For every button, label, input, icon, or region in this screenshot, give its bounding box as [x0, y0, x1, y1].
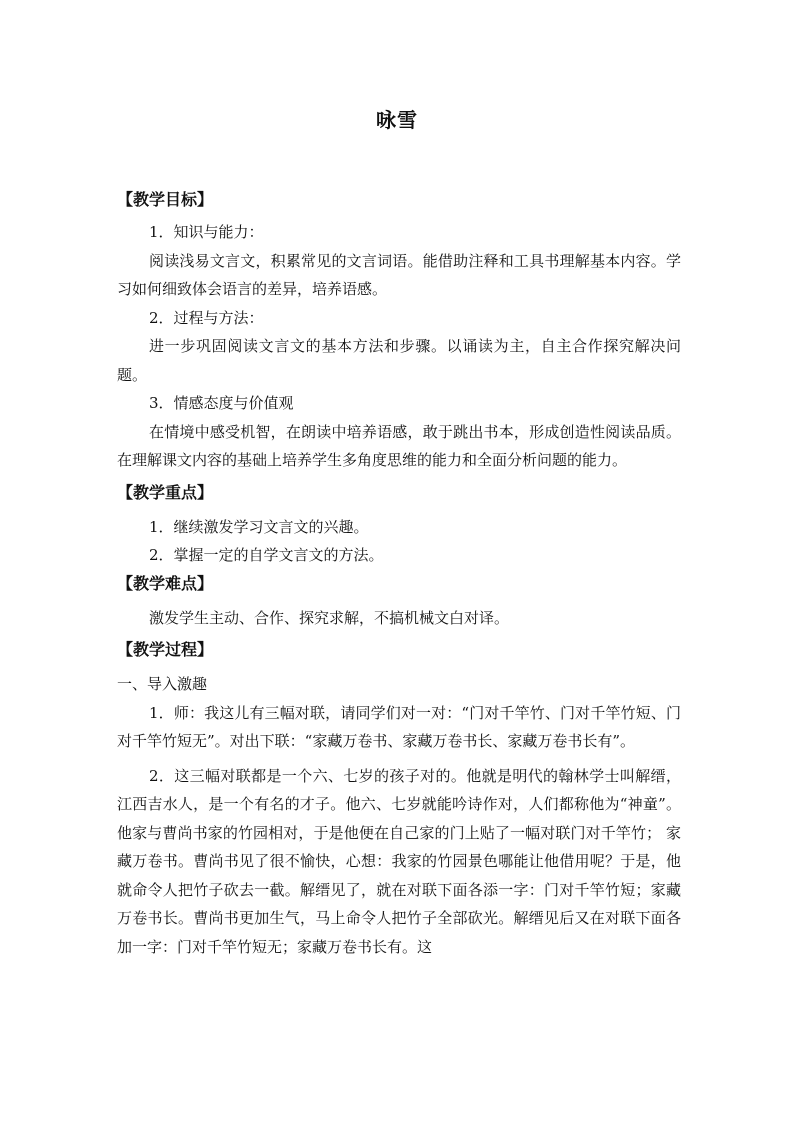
- goal-2-text: 进一步巩固阅读文言文的基本方法和步骤。以诵读为主，自主合作探究解决问题。: [117, 337, 681, 384]
- section-heading-key-points: 【教学重点】: [117, 482, 214, 502]
- goal-2-title: 2．过程与方法：: [149, 308, 264, 327]
- process-part-1-title: 一、导入激趣: [117, 675, 208, 693]
- document-title: 咏雪: [376, 108, 418, 132]
- process-paragraph-2: 2．这三幅对联都是一个六、七岁的孩子对的。他就是明代的翰林学士叫解缙，江西吉水人，是一个有名的才子。他六、七岁就能吟诗作对，人们都称他为“神童”。他家与曹尚书家的竹园相对，于是他便在自己家的门上贴了一幅对联门对千竿竹； 家藏万卷书。曹尚书见了很不愉快，心想：我家的竹园景色哪能让他借用呢？于是，他就命令人把竹子砍去一截。解缙见了，就在对联下面各添一字：门对千竿竹短；家藏万卷书长。曹尚书更加生气，马上命令人把竹子全部砍光。解缙见后又在对联下面各加一字：门对千竿竹短无；家藏万卷书长有。这: [117, 766, 681, 956]
- goal-1-text: 阅读浅易文言文，积累常见的文言词语。能借助注释和工具书理解基本内容。学习如何细致体会语言的差异，培养语感。: [117, 251, 681, 298]
- key-point-1: 1．继续激发学习文言文的兴趣。: [149, 517, 369, 536]
- document-body: [117, 186, 681, 961]
- goal-3-title: 3．情感态度与价值观: [149, 394, 294, 412]
- process-paragraph-1: 1．师：我这儿有三幅对联，请同学们对一对：“门对千竿竹、门对千竿竹短、门对千竿竹短无”。对出下联：“家藏万卷书、家藏万卷书长、家藏万卷书长有”。: [117, 703, 681, 750]
- goal-1-title: 1．知识与能力：: [149, 223, 264, 241]
- key-point-2: 2．掌握一定的自学文言文的方法。: [149, 546, 384, 564]
- section-heading-goals: 【教学目标】: [117, 190, 214, 209]
- goal-3-text: 在情境中感受机智，在朗读中培养语感，敢于跳出书本，形成创造性阅读品质。在理解课文内容的基础上培养学生多角度思维的能力和全面分析问题的能力。: [117, 422, 681, 469]
- difficulty-text: 激发学生主动、合作、探究求解，不搞机械文白对译。: [149, 608, 510, 627]
- section-heading-process: 【教学过程】: [117, 640, 214, 659]
- section-heading-difficulties: 【教学难点】: [117, 573, 214, 593]
